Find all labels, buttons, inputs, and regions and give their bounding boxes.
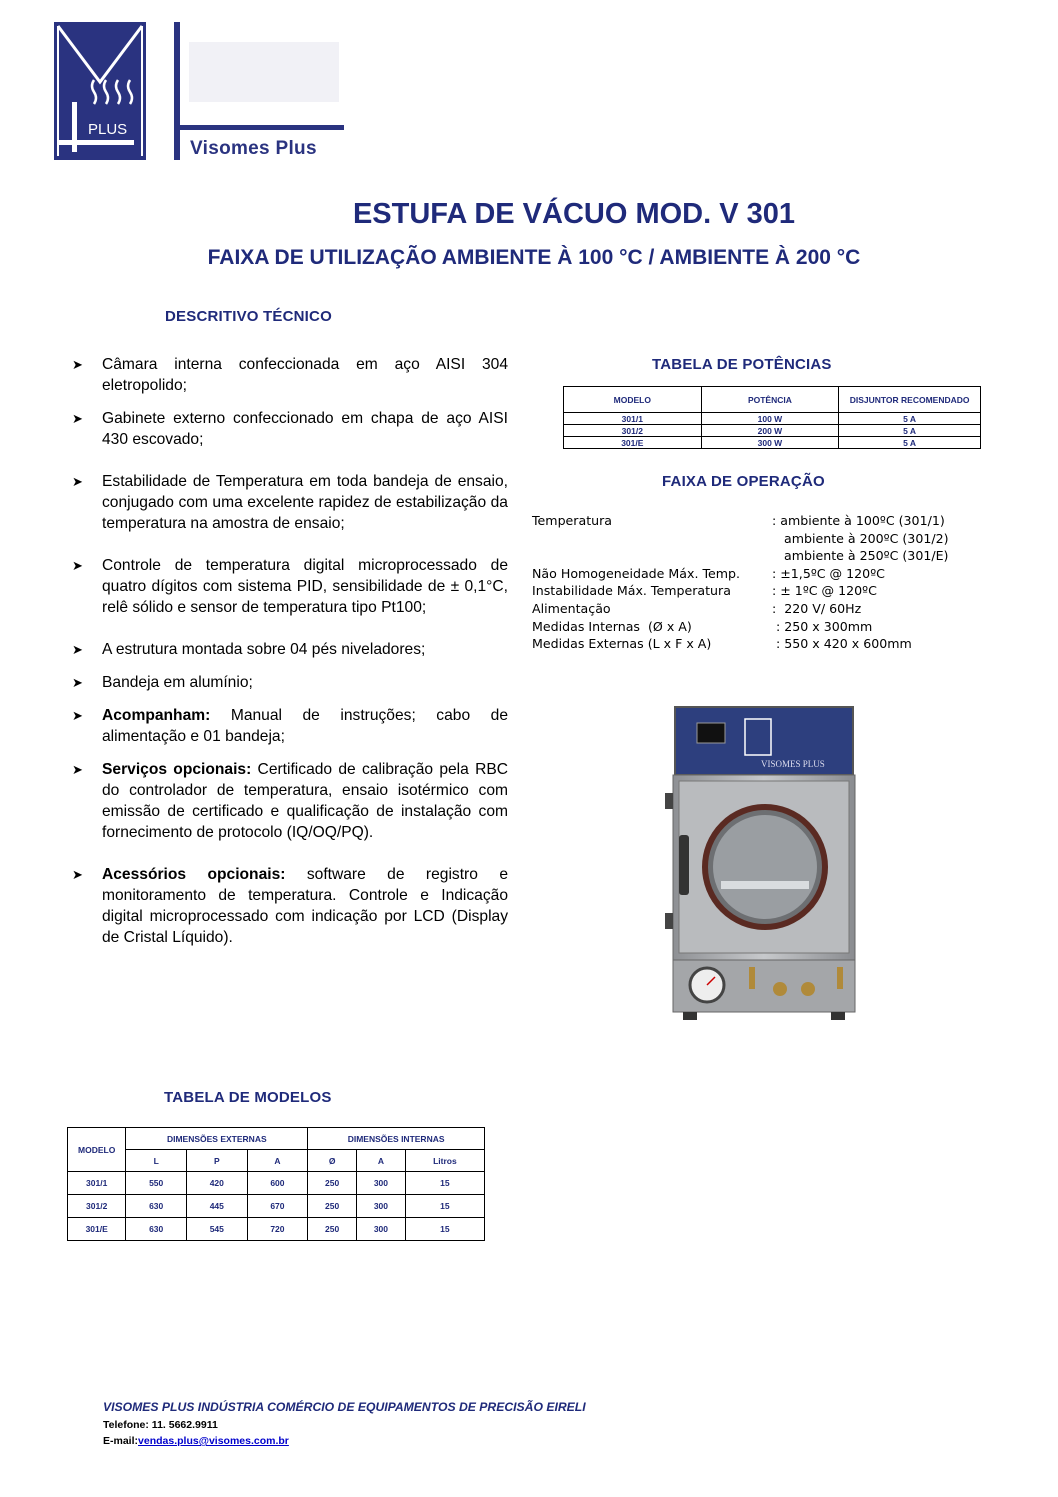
potencias-header-modelo: MODELO bbox=[564, 387, 702, 413]
footer-email-label: E-mail: bbox=[103, 1435, 139, 1447]
operacao-label: Não Homogeneidade Máx. Temp. bbox=[532, 565, 741, 581]
table-cell: 300 bbox=[357, 1218, 406, 1241]
footer-email-link[interactable]: vendas.plus@visomes.com.br bbox=[138, 1435, 289, 1447]
panel-brand-text: VISOMES PLUS bbox=[761, 759, 825, 769]
modelos-subheader: L bbox=[126, 1150, 187, 1172]
table-cell: 301/2 bbox=[68, 1195, 126, 1218]
table-cell: 250 bbox=[308, 1218, 357, 1241]
document-subtitle: FAIXA DE UTILIZAÇÃO AMBIENTE À 100 °C / AMBIENTE À 200 °C bbox=[207, 246, 861, 269]
table-cell: 250 bbox=[308, 1195, 357, 1218]
table-cell: 5 A bbox=[839, 425, 981, 437]
document-title: ESTUFA DE VÁCUO MOD. V 301 bbox=[352, 198, 796, 230]
operacao-label: Alimentação bbox=[532, 600, 611, 616]
table-cell: 15 bbox=[405, 1172, 484, 1195]
table-cell: 5 A bbox=[839, 437, 981, 449]
potencias-header-potencia: POTÊNCIA bbox=[701, 387, 839, 413]
operacao-value: : 250 x 300mm bbox=[772, 618, 873, 634]
table-cell: 301/1 bbox=[68, 1172, 126, 1195]
list-item bbox=[72, 705, 508, 747]
potencias-header-disjuntor: DISJUNTOR RECOMENDADO bbox=[839, 387, 981, 413]
bullet-arrow-icon: ➤ bbox=[72, 675, 83, 690]
list-item-text: Estabilidade de Temperatura em toda bandeja de ensaio, conjugado com uma excelente rapidez de estabilização da temperatura na amostra de ensaio; bbox=[102, 473, 508, 532]
list-item bbox=[72, 639, 508, 660]
bullet-arrow-icon: ➤ bbox=[72, 357, 83, 372]
list-item bbox=[72, 555, 508, 618]
table-cell: 300 W bbox=[701, 437, 839, 449]
list-item-text: Manual de instruções; cabo de alimentação e 01 bandeja; bbox=[102, 707, 508, 745]
table-cell: 550 bbox=[126, 1172, 187, 1195]
descritivo-heading: DESCRITIVO TÉCNICO bbox=[165, 308, 332, 325]
footer-email bbox=[103, 1435, 289, 1447]
table-cell: 420 bbox=[186, 1172, 247, 1195]
table-row bbox=[564, 425, 981, 437]
operacao-value: : 220 V/ 60Hz bbox=[772, 600, 862, 616]
operacao-label: Instabilidade Máx. Temperatura bbox=[532, 583, 731, 599]
table-cell: 600 bbox=[247, 1172, 308, 1195]
table-cell: 15 bbox=[405, 1195, 484, 1218]
table-cell: 5 A bbox=[839, 413, 981, 425]
table-cell: 445 bbox=[186, 1195, 247, 1218]
table-cell: 670 bbox=[247, 1195, 308, 1218]
modelos-header-internas: DIMENSÕES INTERNAS bbox=[308, 1128, 485, 1150]
table-cell: 301/E bbox=[564, 437, 702, 449]
operacao-value: : ±1,5ºC @ 120ºC bbox=[772, 565, 885, 581]
table-cell: 301/2 bbox=[564, 425, 702, 437]
bullet-arrow-icon: ➤ bbox=[72, 867, 83, 882]
table-cell: 15 bbox=[405, 1218, 484, 1241]
list-item-bold: Acompanham: bbox=[102, 707, 211, 724]
table-cell: 300 bbox=[357, 1195, 406, 1218]
potencias-heading: TABELA DE POTÊNCIAS bbox=[652, 356, 832, 373]
table-cell: 720 bbox=[247, 1218, 308, 1241]
modelos-header-externas: DIMENSÕES EXTERNAS bbox=[126, 1128, 308, 1150]
operacao-value: : ± 1ºC @ 120ºC bbox=[772, 583, 877, 599]
list-item bbox=[72, 759, 508, 843]
table-cell: 250 bbox=[308, 1172, 357, 1195]
operacao-heading: FAIXA DE OPERAÇÃO bbox=[662, 473, 825, 490]
operacao-label: Temperatura bbox=[532, 513, 613, 528]
potencias-table bbox=[563, 386, 981, 449]
table-cell: 301/1 bbox=[564, 413, 702, 425]
list-item-bold: Serviços opcionais: bbox=[102, 761, 252, 778]
operacao-value: ambiente à 200ºC (301/2) bbox=[772, 530, 949, 546]
modelos-subheader: Ø bbox=[308, 1150, 357, 1172]
list-item-text: Bandeja em alumínio; bbox=[102, 674, 253, 691]
footer-phone: Telefone: 11. 5662.9911 bbox=[103, 1419, 218, 1431]
operacao-label: Medidas Externas (L x F x A) bbox=[532, 636, 712, 652]
list-item bbox=[72, 354, 508, 396]
operacao-value: : ambiente à 100ºC (301/1) bbox=[772, 513, 945, 528]
table-row bbox=[68, 1218, 485, 1241]
table-cell: 300 bbox=[357, 1172, 406, 1195]
table-cell: 301/E bbox=[68, 1218, 126, 1241]
vacuum-oven-image bbox=[665, 705, 861, 1021]
table-row bbox=[564, 437, 981, 449]
list-item bbox=[72, 672, 508, 693]
list-item-text: Controle de temperatura digital microprocessado de quatro dígitos com sistema PID, sensibilidade de ± 0,1°C, relê sólido e sensor de temperatura tipo Pt100; bbox=[102, 557, 508, 616]
modelos-subheader: A bbox=[247, 1150, 308, 1172]
table-cell: 630 bbox=[126, 1218, 187, 1241]
list-item-text: Certificado de calibração pela RBC do controlador de temperatura, ensaio isotérmico com emissão de certificado e qualificação de instalação com fornecimento de protocolo (IQ/OQ/PQ). bbox=[102, 761, 509, 841]
footer-company: VISOMES PLUS INDÚSTRIA COMÉRCIO DE EQUIPAMENTOS DE PRECISÃO EIRELI bbox=[103, 1400, 586, 1414]
bullet-arrow-icon: ➤ bbox=[72, 558, 83, 573]
modelos-subheader: A bbox=[357, 1150, 406, 1172]
list-item-text: software de registro e monitoramento de temperatura. Controle e Indicação digital microprocessado com indicação por LCD (Display de Cristal Líquido). bbox=[102, 866, 508, 946]
brand-name: Visomes Plus bbox=[190, 138, 317, 159]
list-item bbox=[72, 471, 508, 534]
bullet-arrow-icon: ➤ bbox=[72, 411, 83, 426]
modelos-header-modelo: MODELO bbox=[68, 1128, 126, 1172]
operacao-label: Medidas Internas (Ø x A) bbox=[532, 618, 692, 634]
list-item-text: A estrutura montada sobre 04 pés niveladores; bbox=[102, 641, 426, 658]
table-row bbox=[68, 1195, 485, 1218]
bullet-arrow-icon: ➤ bbox=[72, 762, 83, 777]
table-cell: 200 W bbox=[701, 425, 839, 437]
list-item-text: Câmara interna confeccionada em aço AISI 304 eletropolido; bbox=[102, 356, 508, 394]
descritivo-list bbox=[72, 354, 508, 948]
list-item-text: Gabinete externo confeccionado em chapa de aço AISI 430 escovado; bbox=[102, 410, 508, 448]
table-row bbox=[564, 413, 981, 425]
operacao-value: : 550 x 420 x 600mm bbox=[772, 636, 912, 652]
list-item-bold: Acessórios opcionais: bbox=[102, 866, 286, 883]
operacao-value: ambiente à 250ºC (301/E) bbox=[772, 548, 949, 564]
modelos-heading: TABELA DE MODELOS bbox=[164, 1089, 332, 1106]
logo-badge-text: PLUS bbox=[88, 121, 128, 138]
list-item bbox=[72, 864, 508, 948]
list-item bbox=[72, 408, 508, 450]
modelos-table bbox=[67, 1127, 485, 1241]
table-row bbox=[68, 1172, 485, 1195]
bullet-arrow-icon: ➤ bbox=[72, 474, 83, 489]
modelos-subheader: Litros bbox=[405, 1150, 484, 1172]
table-cell: 630 bbox=[126, 1195, 187, 1218]
modelos-subheader: P bbox=[186, 1150, 247, 1172]
bullet-arrow-icon: ➤ bbox=[72, 642, 83, 657]
bullet-arrow-icon: ➤ bbox=[72, 708, 83, 723]
table-cell: 100 W bbox=[701, 413, 839, 425]
table-cell: 545 bbox=[186, 1218, 247, 1241]
